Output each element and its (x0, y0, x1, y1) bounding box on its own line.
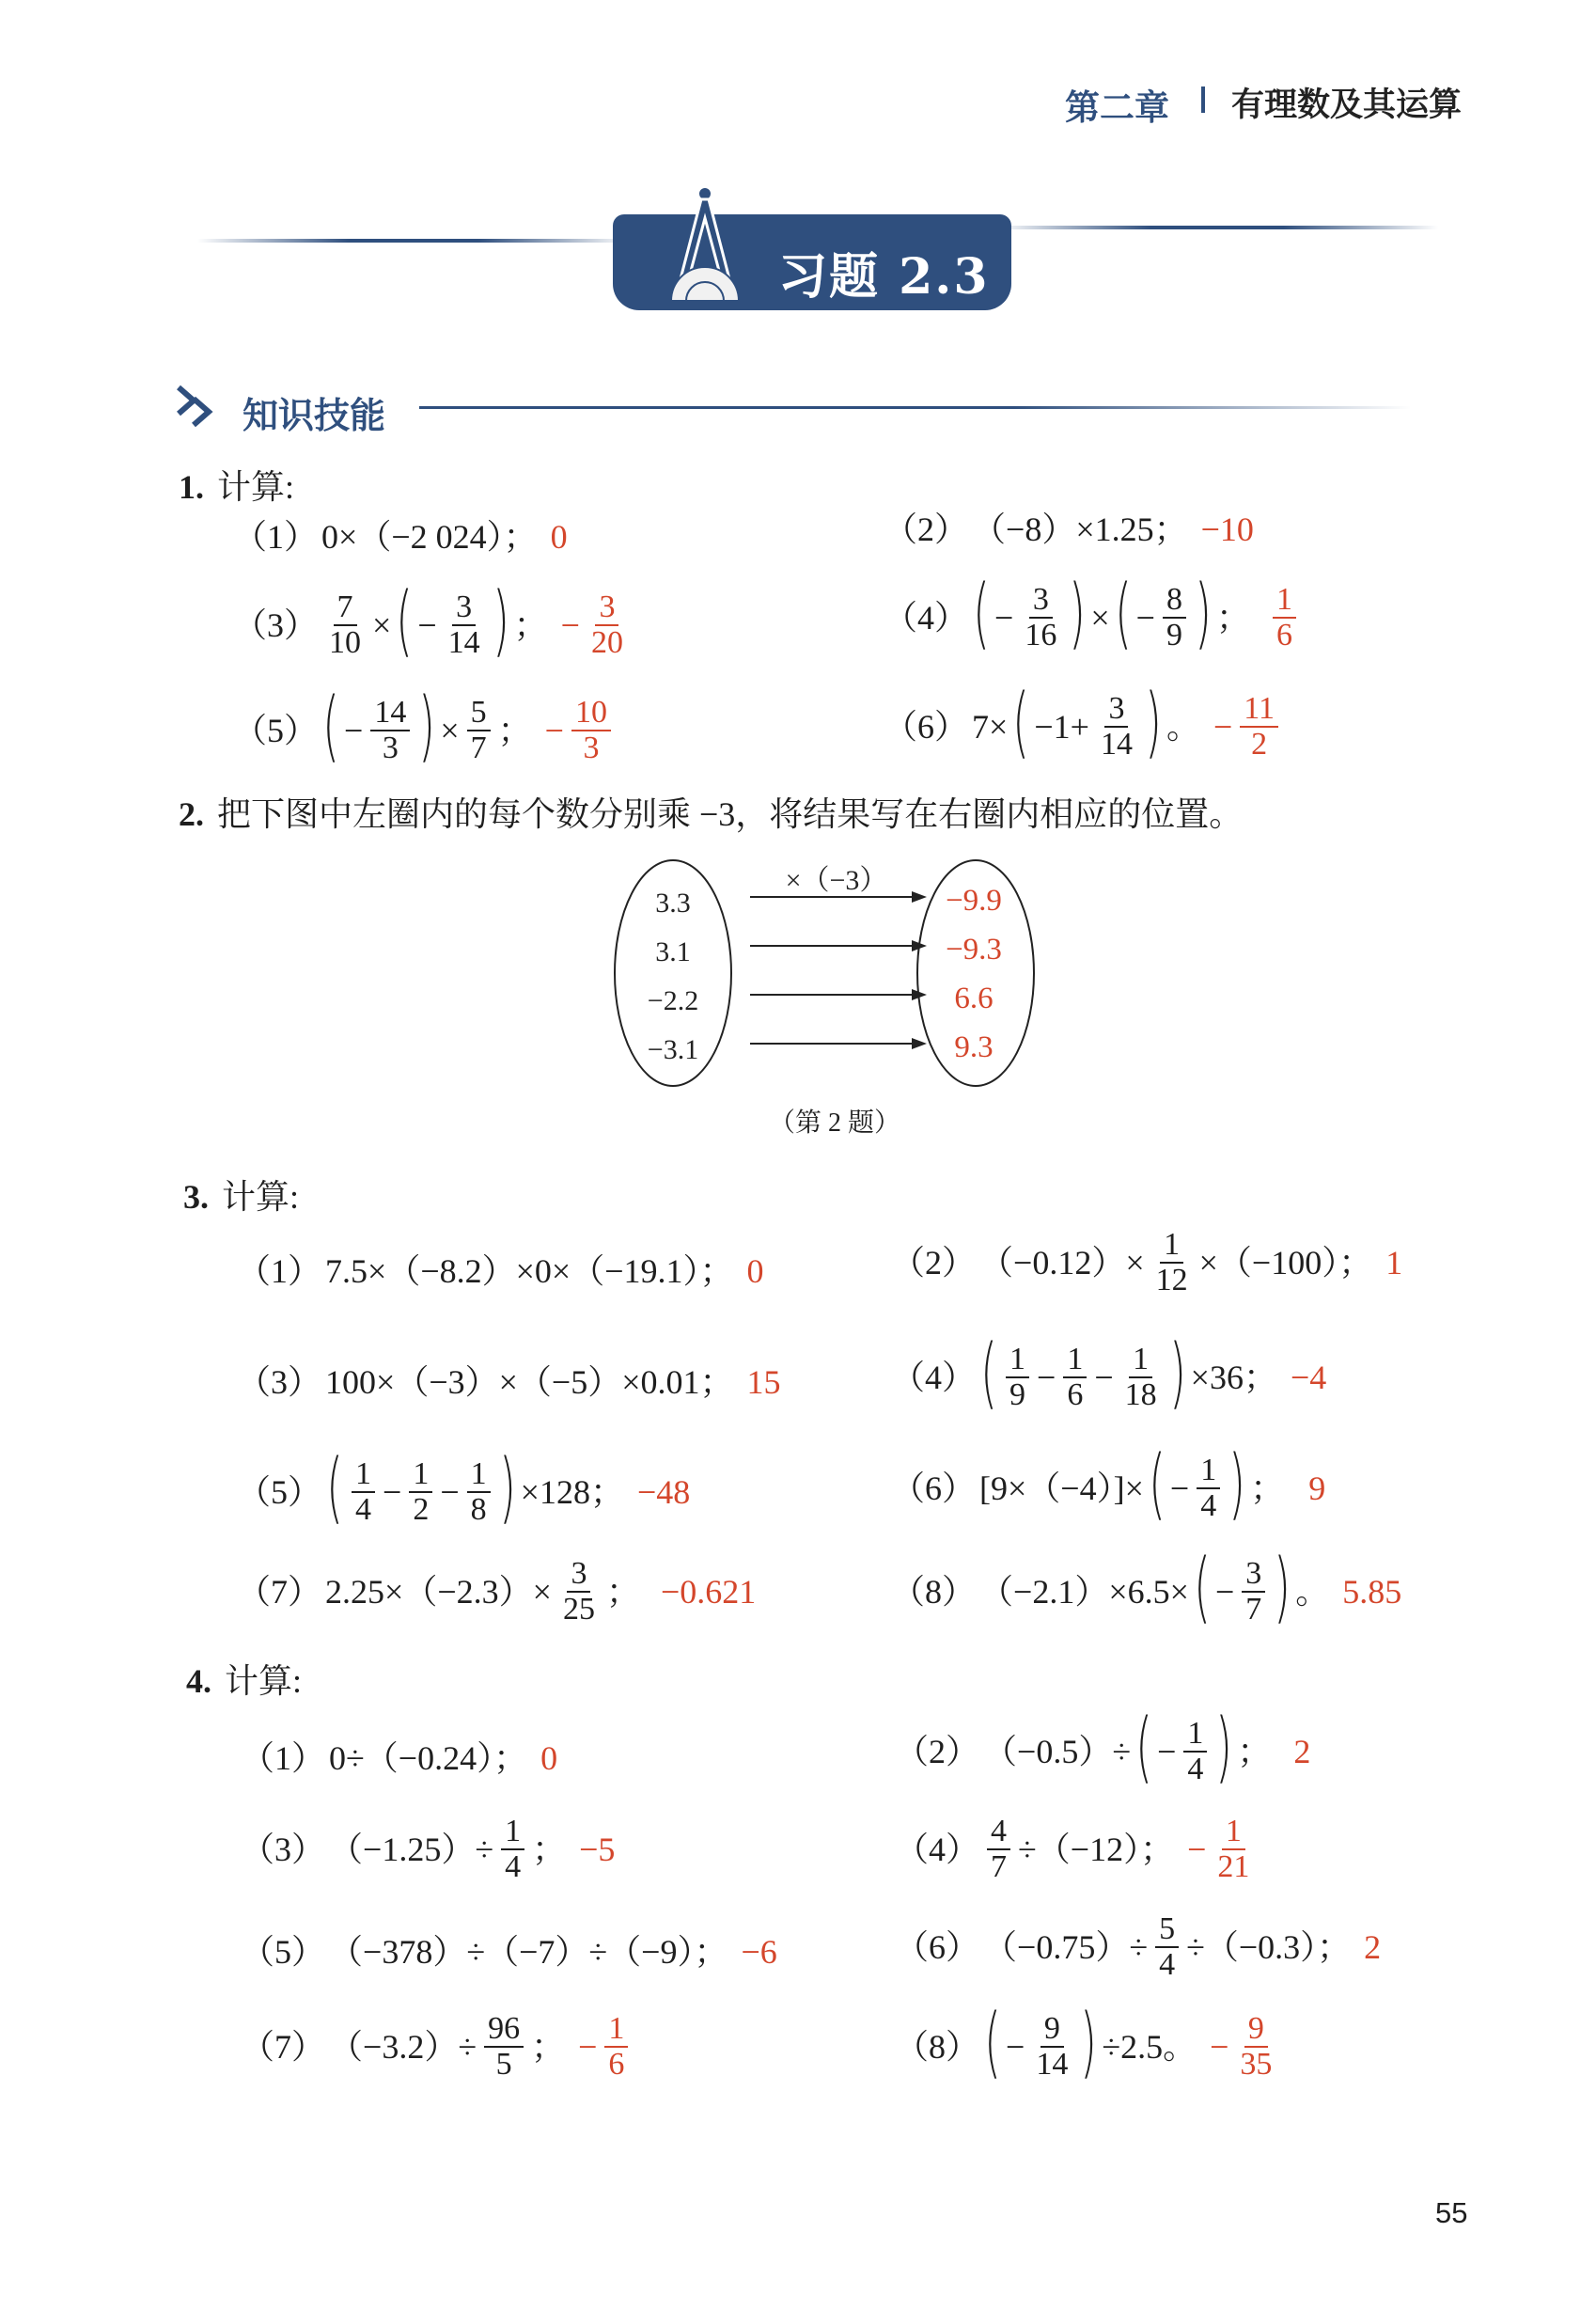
minus-sign: − (440, 1473, 460, 1511)
left-paren: ( (396, 576, 414, 666)
item-index: （8） (895, 2028, 980, 2066)
operation-label: ×（−3） (785, 865, 888, 896)
fraction: $\frac{1}{8}$ (467, 1457, 491, 1526)
left-value: −3.1 (647, 1034, 699, 1065)
right-value: 6.6 (954, 982, 994, 1015)
right-paren: ) (1215, 1703, 1233, 1792)
q3-item-3 (237, 1365, 781, 1399)
answer: 2 (1293, 1733, 1311, 1770)
figure-caption: （第 2 题） (769, 1108, 901, 1138)
question-label: 计算: (225, 1662, 303, 1700)
times-sign: × (372, 606, 392, 644)
answer: 1 (1385, 1243, 1403, 1281)
answer-sign: − (578, 2027, 598, 2066)
right-paren: ) (1080, 1998, 1098, 2087)
q4-item-1 (241, 1741, 557, 1775)
answer-fraction: $\frac{1}{21}$ (1217, 1814, 1250, 1884)
item-index: （2） (884, 511, 969, 548)
left-value: 3.1 (655, 936, 691, 967)
fraction: $\frac{1}{2}$ (409, 1457, 432, 1526)
neg-sign: − (1135, 599, 1155, 637)
item-prefix: [9×（−4）]× (979, 1470, 1144, 1507)
period: 。 (1166, 708, 1200, 746)
item-index: （5） (237, 1473, 322, 1511)
multiplication-diagram (611, 856, 1062, 1091)
item-index: （1） (233, 518, 319, 556)
item-index: （7） (241, 2027, 326, 2066)
neg-sign: − (417, 606, 437, 644)
q3-item-1 (237, 1254, 764, 1288)
right-paren: ) (1069, 569, 1087, 658)
question-number: 3. (183, 1178, 209, 1216)
fraction: $\frac{7}{10}$ (329, 590, 362, 660)
times-sign: × (1090, 599, 1110, 637)
fraction: $\frac{96}{5}$ (484, 2012, 524, 2081)
answer: −5 (579, 1830, 616, 1868)
answer: 2 (1364, 1927, 1382, 1966)
banner-rule-right (996, 226, 1438, 229)
item-index: （6） (895, 1927, 980, 1966)
item-suffix: ×（−100）； (1198, 1243, 1373, 1281)
page-number: 55 (1435, 2196, 1468, 2229)
q1-item-1 (233, 520, 568, 554)
q1-item-3 (233, 576, 631, 666)
item-suffix: ÷2.5。 (1102, 2028, 1197, 2066)
item-index: （2） (895, 1733, 980, 1770)
right-value: 9.3 (954, 1030, 994, 1064)
neg-sign: − (1169, 1470, 1190, 1507)
semicolon: ； (1215, 599, 1250, 637)
question-label: 计算: (217, 468, 295, 506)
item-index: （8） (891, 1573, 977, 1611)
fraction: $\frac{3}{25}$ (562, 1556, 595, 1627)
q4-item-3 (241, 1815, 615, 1883)
right-paren: ) (498, 1443, 516, 1533)
item-index: （1） (237, 1252, 322, 1290)
section-title: 知识技能 (243, 397, 386, 436)
question-number: 1. (179, 468, 204, 506)
answer-fraction: $\frac{1}{6}$ (1273, 583, 1296, 652)
fraction: $\frac{1}{6}$ (1063, 1343, 1087, 1411)
fraction: $\frac{3}{7}$ (1242, 1557, 1265, 1626)
q4-item-6 (895, 1912, 1381, 1981)
left-paren: ( (1114, 569, 1132, 658)
right-paren: ) (1168, 1328, 1186, 1418)
question-number: 4. (186, 1662, 211, 1700)
semicolon: ； (605, 1572, 640, 1611)
item-suffix: ÷（−12）； (1018, 1830, 1175, 1868)
right-paren: ) (418, 682, 436, 771)
question-3-heading (183, 1171, 299, 1218)
q3-item-2 (891, 1228, 1402, 1297)
fraction: $\frac{1}{4}$ (1197, 1454, 1220, 1522)
answer: 15 (746, 1363, 781, 1401)
question-1-heading (179, 461, 294, 509)
item-expression: （−8）×1.25； (972, 511, 1188, 548)
left-paren: ( (1012, 678, 1030, 767)
left-paren: ( (984, 1998, 1001, 2087)
item-index: （3） (233, 606, 319, 644)
section-rule (419, 406, 1411, 409)
right-paren: ) (1274, 1543, 1291, 1632)
q4-item-7 (241, 2012, 632, 2081)
item-prefix: （−0.5）÷ (983, 1733, 1132, 1770)
answer-sign: − (560, 606, 580, 644)
answer: −0.621 (660, 1572, 757, 1611)
item-index: （6） (891, 1470, 977, 1507)
period: 。 (1295, 1573, 1330, 1611)
fraction: $\frac{1}{4}$ (501, 1815, 524, 1883)
answer-fraction: $\frac{9}{35}$ (1240, 2011, 1273, 2082)
left-paren: ( (1135, 1703, 1152, 1792)
neg-sign: − (994, 599, 1014, 637)
fraction: $\frac{3}{14}$ (447, 590, 480, 660)
left-paren: ( (1194, 1543, 1211, 1632)
fraction: $\frac{1}{4}$ (352, 1457, 375, 1526)
answer: 5.85 (1342, 1573, 1402, 1611)
item-prefix: （−0.75）÷ (983, 1927, 1149, 1966)
right-paren: ) (492, 576, 509, 666)
right-value: −9.3 (946, 933, 1002, 967)
q4-item-2 (895, 1703, 1311, 1792)
answer-sign: − (544, 712, 564, 749)
right-paren: ) (1228, 1439, 1246, 1529)
item-index: （5） (233, 712, 319, 749)
answer: −10 (1200, 511, 1254, 548)
q3-item-6 (891, 1439, 1326, 1529)
double-chevron-icon (175, 382, 222, 429)
semicolon: ； (497, 712, 532, 749)
right-value: −9.9 (946, 884, 1002, 918)
neg-sign: − (344, 712, 364, 749)
minus-sign: − (1037, 1359, 1056, 1396)
question-number: 2. (179, 795, 204, 833)
answer: 9 (1308, 1470, 1326, 1507)
q1-item-4 (884, 569, 1300, 658)
q3-item-4 (891, 1328, 1327, 1418)
fraction: $\frac{9}{14}$ (1036, 2011, 1069, 2082)
semicolon: ； (1237, 1733, 1272, 1770)
item-index: （1） (241, 1739, 326, 1777)
banner-rule-left (197, 239, 630, 243)
item-prefix: 7× (972, 708, 1009, 746)
item-index: （3） (237, 1363, 322, 1401)
item-prefix: 2.25×（−2.3）× (325, 1572, 552, 1611)
fraction: $\frac{1}{9}$ (1006, 1343, 1029, 1411)
item-index: （5） (241, 1933, 326, 1971)
exercise-title: 习题 2.3 (778, 248, 990, 306)
fraction: $\frac{1}{18}$ (1124, 1342, 1157, 1412)
item-expression: 100×（−3）×（−5）×0.01； (325, 1363, 734, 1401)
item-suffix: ×36； (1190, 1359, 1277, 1396)
right-paren: ) (1145, 678, 1162, 767)
item-index: （4） (884, 599, 969, 637)
item-prefix: （−2.1）×6.5× (979, 1573, 1189, 1611)
neg-sign: − (1214, 1573, 1235, 1611)
chapter-title: 有理数及其运算 (1231, 86, 1463, 123)
q4-item-4 (895, 1815, 1257, 1883)
answer-sign: − (1213, 708, 1233, 746)
fraction: $\frac{8}{9}$ (1163, 583, 1186, 652)
answer-sign: − (1187, 1830, 1207, 1868)
minus-sign: − (383, 1473, 402, 1511)
answer: 0 (540, 1739, 558, 1777)
left-value: 3.3 (655, 888, 691, 919)
item-expression: 0×（−2 024）； (321, 518, 538, 556)
item-prefix: （−0.12）× (979, 1243, 1145, 1281)
left-paren: ( (326, 1443, 343, 1533)
neg-sign: − (1006, 2028, 1025, 2066)
left-paren: ( (1149, 1439, 1166, 1529)
item-prefix: （−3.2）÷ (329, 2027, 477, 2066)
item-index: （3） (241, 1830, 326, 1868)
chapter-label: 第二章 (1065, 88, 1169, 127)
question-2-text (179, 788, 1243, 836)
left-paren: ( (322, 682, 339, 771)
item-index: （4） (895, 1830, 980, 1868)
answer: 0 (550, 518, 568, 556)
left-paren: ( (973, 569, 990, 658)
semicolon: ； (532, 1830, 567, 1868)
answer: −48 (636, 1473, 691, 1511)
q3-item-5 (237, 1443, 691, 1533)
fraction: $\frac{5}{7}$ (467, 696, 491, 764)
q1-item-2 (884, 512, 1254, 546)
item-index: （2） (891, 1243, 977, 1281)
answer-fraction: $\frac{3}{20}$ (590, 590, 623, 660)
question-label: 计算: (222, 1178, 300, 1216)
item-prefix: （−1.25）÷ (329, 1830, 494, 1868)
fraction: $\frac{1}{4}$ (1183, 1717, 1207, 1785)
compass-ruler-icon (658, 181, 752, 312)
right-paren: ) (1195, 569, 1212, 658)
answer-fraction: $\frac{10}{3}$ (571, 696, 611, 764)
semicolon: ； (1250, 1470, 1285, 1507)
q1-item-5 (233, 682, 615, 771)
q4-item-5 (241, 1935, 777, 1969)
question-label: 把下图中左圈内的每个数分别乘 −3，将结果写在右圈内相应的位置。 (217, 795, 1244, 833)
item-index: （6） (884, 708, 969, 746)
fraction: $\frac{5}{4}$ (1155, 1912, 1179, 1981)
semicolon: ； (531, 2027, 566, 2066)
q1-item-6 (884, 678, 1282, 767)
answer: −6 (741, 1933, 777, 1971)
fraction: $\frac{3}{16}$ (1025, 582, 1057, 652)
left-value: −2.2 (647, 985, 699, 1016)
neg-sign: − (1157, 1733, 1177, 1770)
times-sign: × (440, 712, 460, 749)
fraction: $\frac{3}{14}$ (1100, 691, 1133, 762)
answer: 0 (746, 1252, 764, 1290)
answer-fraction: $\frac{1}{6}$ (604, 2012, 628, 2081)
inner-expression: −1+ (1034, 708, 1089, 746)
fraction: $\frac{1}{12}$ (1155, 1227, 1188, 1297)
q4-item-8 (895, 1998, 1279, 2087)
header-divider (1201, 86, 1205, 113)
item-expression: （−378）÷（−7）÷（−9）； (329, 1933, 728, 1971)
item-expression: 0÷（−0.24）； (329, 1739, 528, 1777)
semicolon: ； (513, 606, 548, 644)
q3-item-8 (891, 1543, 1402, 1632)
item-index: （7） (237, 1572, 322, 1611)
q3-item-7 (237, 1557, 756, 1626)
item-expression: 7.5×（−8.2）×0×（−19.1）； (325, 1252, 734, 1290)
question-4-heading (186, 1655, 302, 1703)
minus-sign: − (1094, 1359, 1114, 1396)
fraction: $\frac{4}{7}$ (987, 1815, 1010, 1883)
fraction: $\frac{14}{3}$ (370, 696, 410, 764)
item-suffix: ×128； (520, 1473, 624, 1511)
item-suffix: ÷（−0.3）； (1186, 1927, 1352, 1966)
answer: −4 (1290, 1359, 1327, 1396)
item-index: （4） (891, 1359, 977, 1396)
answer-sign: − (1210, 2028, 1229, 2066)
answer-fraction: $\frac{11}{2}$ (1240, 692, 1278, 761)
left-paren: ( (980, 1328, 997, 1418)
